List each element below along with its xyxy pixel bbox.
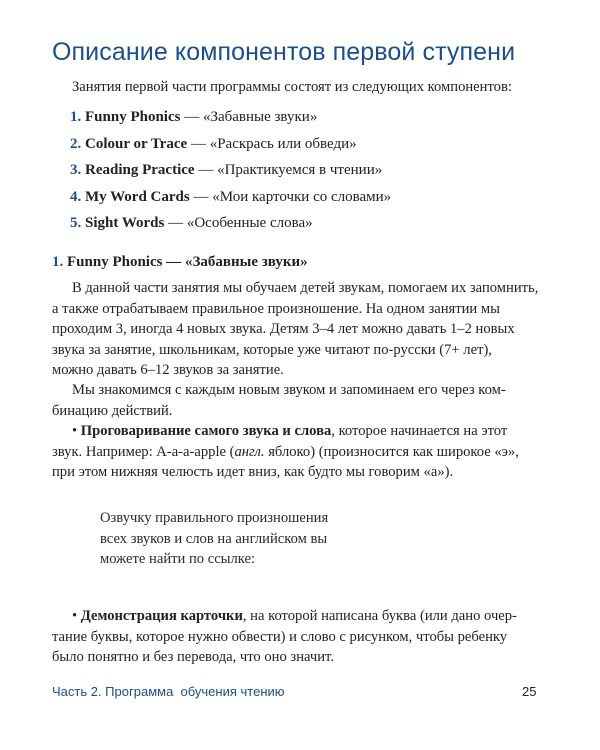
list-item xyxy=(70,131,391,158)
list-number: 3. xyxy=(70,162,82,178)
paragraph xyxy=(52,380,550,421)
separator: — xyxy=(194,162,218,178)
component-name: Funny Phonics xyxy=(85,109,181,125)
bullet-marker: • xyxy=(72,608,78,624)
text-line xyxy=(52,421,550,442)
section-heading xyxy=(52,254,308,271)
separator: — xyxy=(180,109,203,125)
text-line: Мы знакомимся с каждым новым звуком и запоминаем его через ком- xyxy=(72,382,506,398)
link-note xyxy=(100,508,328,570)
components-list xyxy=(70,104,391,237)
list-item xyxy=(70,184,391,211)
text-line: В данной части занятия мы обучаем детей звукам, помогаем их запомнить, xyxy=(72,280,539,296)
text-fragment: яблоко) (произносится как широкое «э», xyxy=(264,443,519,460)
page-title: Описание компонентов первой ступени xyxy=(52,38,516,66)
text-line: звука за занятие, школьникам, которые уже читают по-русски (7+ лет), xyxy=(52,341,492,358)
section-title: Funny Phonics — «Забавные звуки» xyxy=(67,254,308,270)
text-line: было понятно и без перевода, что оно значит. xyxy=(52,649,334,666)
text-line: при этом нижняя челюсть идет вниз, как будто мы говорим «а»). xyxy=(52,464,454,481)
separator: — xyxy=(187,135,210,152)
list-item xyxy=(70,157,391,184)
list-number: 5. xyxy=(70,215,82,231)
component-translation: «Практикуемся в чтении» xyxy=(217,162,383,178)
separator: — xyxy=(164,215,187,231)
note-line: всех звуков и слов на английском вы xyxy=(100,530,328,547)
page-number: 25 xyxy=(522,684,537,699)
bold-term: Проговаривание самого звука и слова xyxy=(80,423,332,439)
running-footer: Часть 2. Программа обучения чтению xyxy=(52,684,285,699)
note-line: можете найти по ссылке: xyxy=(100,551,256,568)
text-line xyxy=(52,442,550,463)
text-fragment: , на которой написана буква (или дано очер- xyxy=(242,608,517,624)
separator: — xyxy=(189,188,213,205)
component-name: Colour or Trace xyxy=(85,135,188,152)
list-number: 1. xyxy=(70,109,82,125)
bullet-marker: • xyxy=(72,423,78,439)
text-line xyxy=(52,606,550,627)
bullet-paragraph xyxy=(52,606,550,668)
component-name: My Word Cards xyxy=(85,188,190,205)
text-line: бинацию действий. xyxy=(52,402,173,419)
component-translation: «Мои карточки со словами» xyxy=(212,188,392,205)
list-item xyxy=(70,210,391,237)
list-number: 4. xyxy=(70,188,82,205)
bold-term: Демонстрация карточки xyxy=(80,608,243,624)
component-name: Sight Words xyxy=(85,215,165,231)
note-line: Озвучку правильного произношения xyxy=(100,510,329,526)
text-line: проходим 3, иногда 4 новых звука. Детям 3–4 лет можно давать 1–2 новых xyxy=(52,321,515,338)
intro-text: Занятия первой части программы состоят из следующих компонентов: xyxy=(72,79,512,95)
text-line: можно давать 6–12 звуков за занятие. xyxy=(52,362,284,379)
component-translation: «Забавные звуки» xyxy=(202,109,318,125)
text-fragment: , которое начинается на этот xyxy=(331,423,508,439)
component-translation: «Раскрась или обведи» xyxy=(209,135,357,152)
text-fragment: звук. Например: А-а-а-apple ( xyxy=(52,443,235,460)
text-line: тание буквы, которое нужно обвести) и слово с рисунком, чтобы ребенку xyxy=(52,628,508,645)
component-name: Reading Practice xyxy=(85,162,195,178)
paragraph xyxy=(52,278,550,381)
text-line: а также отрабатываем правильное произношение. На одном занятии мы xyxy=(52,300,500,317)
component-translation: «Особенные слова» xyxy=(186,215,313,231)
list-number: 2. xyxy=(70,135,82,152)
section-number: 1. xyxy=(52,254,64,270)
list-item xyxy=(70,104,391,131)
bullet-paragraph xyxy=(52,421,550,483)
italic-term: англ. xyxy=(234,443,265,460)
